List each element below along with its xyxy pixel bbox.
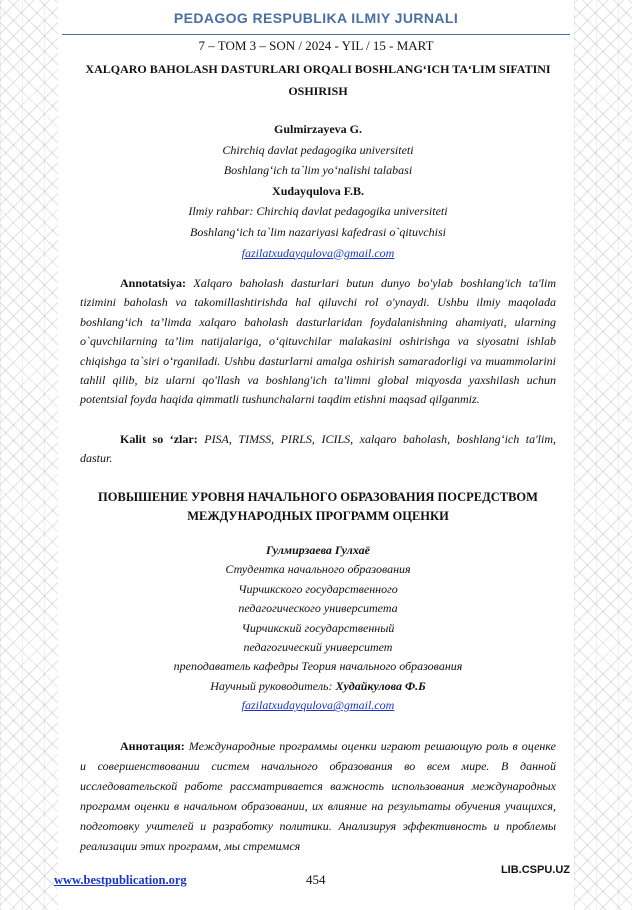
issue-info: 7 – TOM 3 – SON / 2024 - YIL / 15 - MART bbox=[198, 38, 434, 53]
footer-website bbox=[54, 873, 187, 888]
author-ru-affiliation-3: педагогического университета bbox=[238, 601, 398, 616]
author-ru-affiliation-6: преподаватель кафедры Теория начального образования bbox=[173, 659, 463, 674]
left-ornament-border bbox=[0, 0, 58, 910]
author-ru-affiliation-1: Студентка начального образования bbox=[225, 562, 411, 577]
abstract-ru-text: Международные программы оценки играют решающую роль в оценке и совершенствовании систем начального образования во всем мире. В данной исследовательской работе рассматривается важность использования международных программ оценки в начальном образовании, их влияние на результаты обучения учащихся, подготовку учителей и разработку политики. Анализируя эффективность и проблемы реализации этих программ, мы стремимся bbox=[80, 739, 557, 853]
right-ornament-border bbox=[574, 0, 632, 910]
keywords-label: Kalit so ‘zlar: bbox=[120, 432, 198, 446]
email-link-ru[interactable]: fazilatxudayqulova@gmail.com bbox=[241, 698, 395, 713]
author-ru-affiliation-2: Чирчикского государственного bbox=[238, 581, 398, 596]
authors-uz bbox=[80, 119, 556, 263]
abstract-ru bbox=[80, 736, 556, 856]
authors-ru bbox=[80, 541, 556, 716]
footer-website-link[interactable]: www.bestpublication.org bbox=[54, 873, 187, 887]
header-rule bbox=[62, 34, 570, 35]
author1-affiliation-1: Chirchiq davlat pedagogika universiteti bbox=[222, 142, 414, 157]
author2-affiliation-1: Ilmiy rahbar: Chirchiq davlat pedagogika universiteti bbox=[188, 204, 448, 219]
abstract-uz bbox=[80, 274, 556, 410]
page-number: 454 bbox=[306, 872, 326, 887]
author1-name: Gulmirzayeva G. bbox=[274, 122, 362, 136]
title-uz-line1: XALQARO BAHOLASH DASTURLARI ORQALI BOSHLANG‘ICH TA‘LIM SIFATINI bbox=[85, 62, 551, 76]
author1-affiliation-2: Boshlang‘ich ta`lim yo‘nalishi talabasi bbox=[223, 163, 413, 178]
author2-name: Xudayqulova F.B. bbox=[272, 183, 364, 198]
title-ru-line2: МЕЖДУНАРОДНЫХ ПРОГРАММ ОЦЕНКИ bbox=[187, 509, 449, 523]
supervisor-name: Худайкулова Ф.Б bbox=[335, 678, 426, 693]
article-title-uz bbox=[80, 58, 556, 102]
abstract-ru-label: Аннотация: bbox=[120, 739, 185, 753]
author2-affiliation-2: Boshlang‘ich ta`lim nazariyasi kafedrasi o`qituvchisi bbox=[190, 224, 446, 239]
keywords-text: PISA, TIMSS, PIRLS, ICILS, xalqaro baholash, boshlang‘ich ta'lim, dastur. bbox=[80, 432, 557, 466]
email-link-uz[interactable]: fazilatxudayqulova@gmail.com bbox=[241, 245, 395, 260]
abstract-uz-label: Annotatsiya: bbox=[120, 276, 187, 290]
keywords-uz bbox=[80, 430, 556, 469]
supervisor-line bbox=[80, 677, 556, 696]
page bbox=[54, 0, 574, 910]
supervisor-label: Научный руководитель: bbox=[210, 678, 333, 693]
author-ru-affiliation-4: Чирчикский государственный bbox=[241, 620, 395, 635]
title-ru-line1: ПОВЫШЕНИЕ УРОВНЯ НАЧАЛЬНОГО ОБРАЗОВАНИЯ ПОСРЕДСТВОМ bbox=[98, 490, 538, 504]
journal-title: PEDAGOG RESPUBLIKA ILMIY JURNALI bbox=[173, 10, 459, 26]
abstract-uz-text: Xalqaro baholash dasturlari butun dunyo bo'ylab boshlang'ich ta'lim tizimini baholash va takomillashtirishda hal qiluvchi rol o'ynaydi. Ushbu ilmiy maqolada boshlang‘ich ta’limda xalqaro baholash dasturlaridan foydalanishning ahamiyati, ularning o`quvchilarning ta’lim natijalariga, o‘qituvchilar malakasini oshirishga va siyosatni ishlab chiqishga ta`siri o‘rganiladi. Ushbu dasturlarni amalga oshirish samaradorligi va muammolarini tahlil qilib, biz ularni qo'llash va boshlang'ich ta'limni global miqyosda yaxshilash uchun potentsial foyda haqida qimmatli tushunchalarni taqdim etishni maqsad qilganmiz. bbox=[80, 276, 556, 407]
article-title-ru bbox=[80, 488, 556, 526]
author-ru-affiliation-5: педагогический университет bbox=[243, 640, 393, 655]
author-ru-name: Гулмирзаева Гулхаё bbox=[266, 543, 370, 557]
footer-library: LIB.CSPU.UZ bbox=[500, 864, 570, 876]
title-uz-line2: OSHIRISH bbox=[288, 84, 348, 98]
